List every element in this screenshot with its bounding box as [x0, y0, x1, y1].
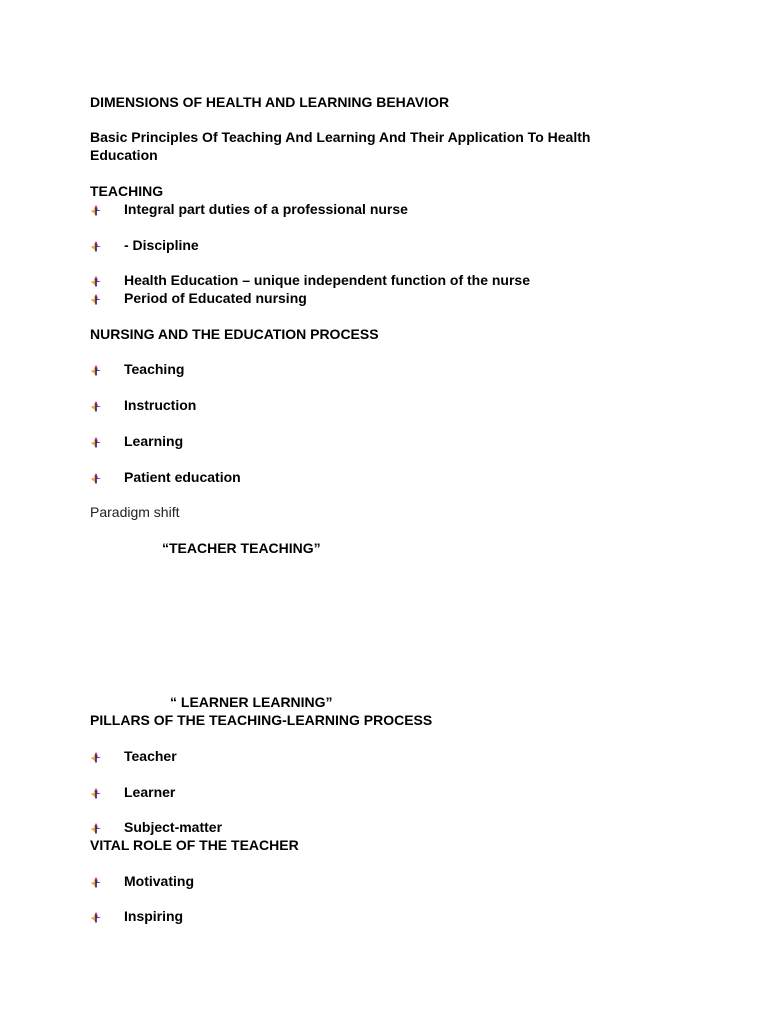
pillars-item: Subject-matter: [124, 819, 223, 835]
pillars-item: Learner: [124, 784, 176, 800]
arrow-bullet-icon: [90, 274, 102, 286]
arrow-bullet-icon: [90, 786, 102, 798]
teaching-item: - Discipline: [124, 237, 199, 253]
nursing-process-item: Learning: [124, 433, 184, 449]
paradigm-from: “TEACHER TEACHING”: [162, 540, 321, 556]
vital-role-item: Motivating: [124, 873, 194, 889]
nursing-process-item: Patient education: [124, 469, 241, 485]
arrow-bullet-icon: [90, 399, 102, 411]
teaching-item: Period of Educated nursing: [124, 290, 307, 306]
nursing-process-heading: NURSING AND THE EDUCATION PROCESS: [90, 326, 379, 342]
pillars-heading: PILLARS OF THE TEACHING-LEARNING PROCESS: [90, 712, 433, 728]
arrow-bullet-icon: [90, 471, 102, 483]
arrow-bullet-icon: [90, 750, 102, 762]
arrow-bullet-icon: [90, 910, 102, 922]
teaching-item: Health Education – unique independent function of the nurse: [124, 272, 531, 288]
arrow-bullet-icon: [90, 435, 102, 447]
document-title: DIMENSIONS OF HEALTH AND LEARNING BEHAVIOR: [90, 94, 450, 110]
paradigm-shift-label: Paradigm shift: [90, 504, 180, 520]
teaching-heading: TEACHING: [90, 183, 164, 199]
pillars-item: Teacher: [124, 748, 177, 764]
nursing-process-item: Teaching: [124, 361, 185, 377]
vital-role-item: Inspiring: [124, 908, 184, 924]
nursing-process-item: Instruction: [124, 397, 197, 413]
vital-role-heading: VITAL ROLE OF THE TEACHER: [90, 837, 299, 853]
paradigm-to: “ LEARNER LEARNING”: [170, 694, 333, 710]
arrow-bullet-icon: [90, 821, 102, 833]
arrow-bullet-icon: [90, 239, 102, 251]
teaching-item: Integral part duties of a professional nurse: [124, 201, 408, 217]
arrow-bullet-icon: [90, 875, 102, 887]
document-subtitle-line-2: Education: [90, 147, 158, 163]
document-subtitle-line-1: Basic Principles Of Teaching And Learning And Their Application To Health: [90, 129, 591, 145]
arrow-bullet-icon: [90, 292, 102, 304]
arrow-bullet-icon: [90, 203, 102, 215]
arrow-bullet-icon: [90, 363, 102, 375]
